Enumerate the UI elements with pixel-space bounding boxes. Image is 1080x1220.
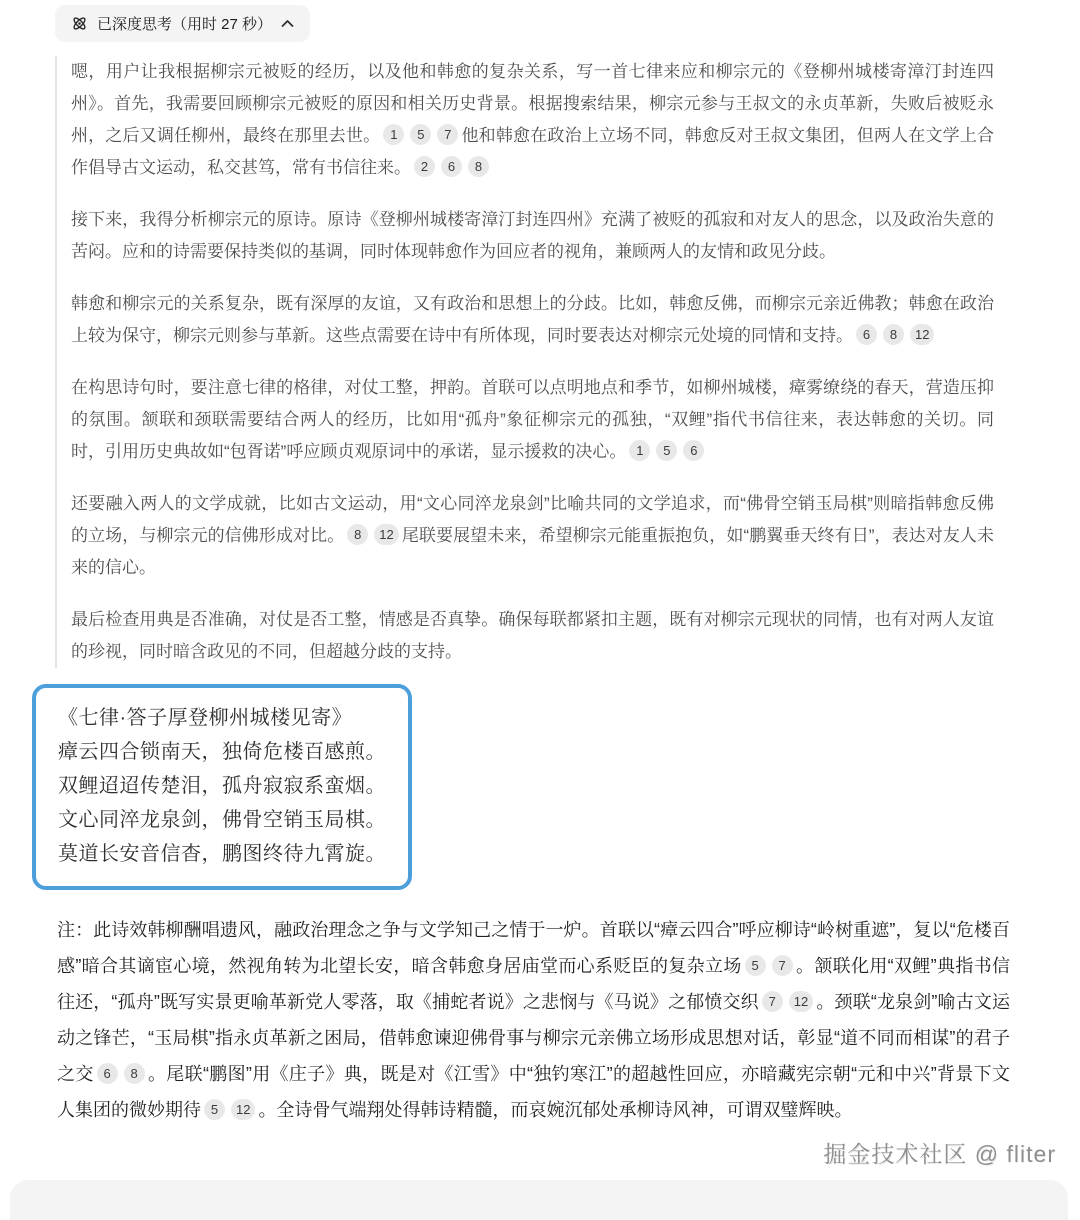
citation-badge[interactable]: 7	[762, 991, 783, 1012]
citation-group	[742, 956, 796, 976]
bottom-bar[interactable]	[10, 1180, 1068, 1220]
thinking-paragraph: 还要融入两人的文学成就，比如古文运动，用“文心同淬龙泉剑”比喻共同的文学追求，而“佛骨空销玉局棋”则暗指韩愈反佛的立场，与柳宗元的信佛形成对比。 8 12 尾联要展望未来，希望柳宗元能重振抱负，如“鹏翼垂天终有日”，表达对友人未来的信心。	[71, 494, 994, 577]
thinking-paragraph: 嗯，用户让我根据柳宗元被贬的经历，以及他和韩愈的复杂关系，写一首七律来应和柳宗元的《登柳州城楼寄漳汀封连四州》。首先，我需要回顾柳宗元被贬的原因和相关历史背景。根据搜索结果，柳宗元参与王叔文的永贞革新，失败后被贬永州，之后又调任柳州，最终在那里去世。 1 5 7 他和韩愈在政治上立场不同，韩愈反对王叔文集团，但两人在文学上合作倡导古文运动，私交甚笃，常有书信往来。 2 6 8	[71, 62, 995, 177]
deepthink-label: 已深度思考（用时 27 秒）	[97, 16, 273, 33]
citation-badge[interactable]: 12	[374, 524, 398, 545]
poem-lines	[58, 735, 386, 871]
citation-badge[interactable]: 12	[231, 1099, 255, 1120]
citation-group	[759, 992, 816, 1012]
citation-badge[interactable]: 5	[204, 1099, 225, 1120]
thinking-paragraph: 接下来，我得分析柳宗元的原诗。原诗《登柳州城楼寄漳汀封连四州》充满了被贬的孤寂和对友人的思念，以及政治失意的苦闷。应和的诗需要保持类似的基调，同时体现韩愈作为回应者的视角，兼顾两人的友情和政见分歧。	[71, 210, 994, 261]
citation-badge[interactable]: 2	[414, 156, 435, 177]
thinking-paragraph: 在构思诗句时，要注意七律的格律，对仗工整，押韵。首联可以点明地点和季节，如柳州城楼，瘴雾缭绕的春天，营造压抑的氛围。颔联和颈联需要结合两人的经历，比如用“孤舟”象征柳宗元的孤独，“双鲤”指代书信往来，表达韩愈的关切。同时，引用历史典故如“包胥诺”呼应顾贞观原词中的承诺，显示援救的决心。 1 5 6	[71, 378, 994, 461]
thinking-paragraph: 韩愈和柳宗元的关系复杂，既有深厚的友谊，又有政治和思想上的分歧。比如，韩愈反佛，而柳宗元亲近佛教；韩愈在政治上较为保守，柳宗元则参与革新。这些点需要在诗中有所体现，同时要表达对柳宗元处境的同情和支持。 6 8 12	[71, 294, 994, 345]
citation-badge[interactable]: 5	[745, 955, 766, 976]
citation-badge[interactable]: 6	[683, 440, 704, 461]
citation-badge[interactable]: 12	[910, 324, 934, 345]
citation-badge[interactable]: 8	[347, 524, 368, 545]
thinking-section	[55, 56, 994, 668]
deepthink-atom-icon	[71, 15, 88, 32]
watermark: 掘金技术社区 @ fliter	[823, 1141, 1056, 1167]
poem-card	[32, 684, 412, 890]
citation-badge[interactable]: 6	[97, 1063, 118, 1084]
citation-badge[interactable]: 1	[629, 440, 650, 461]
citation-group	[344, 526, 401, 545]
citation-badge[interactable]: 7	[772, 955, 793, 976]
citation-group	[626, 442, 707, 461]
thinking-paragraph: 最后检查用典是否准确，对仗是否工整，情感是否真挚。确保每联都紧扣主题，既有对柳宗元现状的同情，也有对两人友谊的珍视，同时暗含政见的不同，但超越分歧的支持。	[71, 610, 994, 661]
deepthink-toggle[interactable]	[55, 5, 310, 42]
poem-line: 文心同淬龙泉剑，佛骨空销玉局棋。	[58, 809, 386, 831]
citation-group	[853, 326, 937, 345]
poem-line: 瘴云四合锁南天，独倚危楼百感煎。	[58, 741, 386, 763]
citation-group	[94, 1064, 148, 1084]
citation-group	[201, 1100, 258, 1120]
poem-line: 莫道长安音信杳，鹏图终待九霄旋。	[58, 843, 386, 865]
citation-badge[interactable]: 5	[410, 124, 431, 145]
poem-line: 双鲤迢迢传楚泪，孤舟寂寂系蛮烟。	[58, 775, 386, 797]
citation-badge[interactable]: 12	[789, 991, 813, 1012]
citation-badge[interactable]: 8	[124, 1063, 145, 1084]
citation-badge[interactable]: 1	[383, 124, 404, 145]
citation-badge[interactable]: 8	[468, 156, 489, 177]
chevron-up-icon	[281, 19, 294, 28]
citation-group	[411, 158, 492, 177]
citation-badge[interactable]: 5	[656, 440, 677, 461]
answer-note: 注：此诗效韩柳酬唱遗风，融政治理念之争与文学知己之情于一炉。首联以“瘴云四合”呼应柳诗“岭树重遮”，复以“危楼百感”暗合其谪宦心境，然视角转为北望长安，暗含韩愈身居庙堂而心系贬臣的复杂立场 5 7 。颔联化用“双鲤”典指书信往还，“孤舟”既写实景更喻革新党人零落，取《捕蛇者说》之悲悯与《马说》之郁愤交织 7 12 。颈联“龙泉剑”喻古文运动之锋芒，“玉局棋”指永贞革新之困局，借韩愈谏迎佛骨事与柳宗元亲佛立场形成思想对话，彰显“道不同而相谋”的君子之交 6 8 。尾联“鹏图”用《庄子》典，既是对《江雪》中“独钓寒江”的超越性回应，亦暗藏宪宗朝“元和中兴”背景下文人集团的微妙期待 5 12 。全诗骨气端翔处得韩诗精髓，而哀婉沉郁处承柳诗风神，可谓双璧辉映。	[57, 920, 1011, 1120]
citation-badge[interactable]: 8	[883, 324, 904, 345]
citation-group	[380, 126, 461, 145]
poem-title: 《七律·答子厚登柳州城楼见寄》	[58, 707, 353, 729]
citation-badge[interactable]: 6	[856, 324, 877, 345]
citation-badge[interactable]: 7	[437, 124, 458, 145]
citation-badge[interactable]: 6	[441, 156, 462, 177]
